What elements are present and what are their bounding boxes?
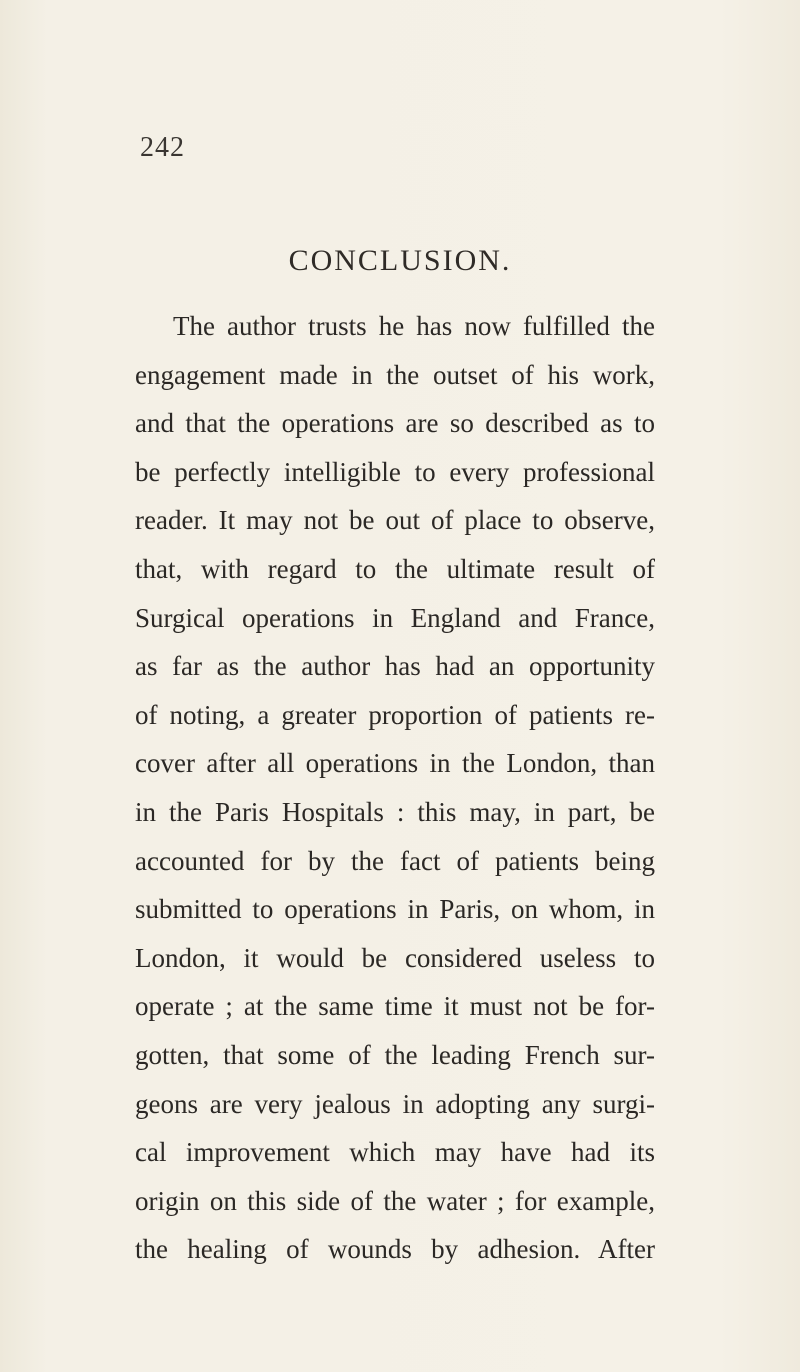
text-line: Surgical operations in England and France, xyxy=(135,602,655,633)
text-line: operate ; at the same time it must not be for- xyxy=(135,991,655,1022)
text-line: geons are very jealous in adopting any surgi- xyxy=(135,1088,655,1119)
text-line: gotten, that some of the leading French sur- xyxy=(135,1039,655,1070)
text-line: submitted to operations in Paris, on whom, in xyxy=(135,894,655,925)
text-line: origin on this side of the water ; for example, xyxy=(135,1185,655,1216)
text-line: and that the operations are so described as to xyxy=(135,408,655,439)
text-line: London, it would be considered useless to xyxy=(135,942,655,973)
text-line: accounted for by the fact of patients being xyxy=(135,845,655,876)
text-line: of noting, a greater proportion of patients re- xyxy=(135,699,655,730)
page-number: 242 xyxy=(140,132,185,163)
text-line: in the Paris Hospitals : this may, in part, be xyxy=(135,796,655,827)
text-line: that, with regard to the ultimate result of xyxy=(135,553,655,584)
text-line: as far as the author has had an opportunity xyxy=(135,651,655,682)
text-line: be perfectly intelligible to every professional xyxy=(135,456,655,487)
text-line: engagement made in the outset of his work, xyxy=(135,359,655,390)
text-line: The author trusts he has now fulfilled the xyxy=(173,311,655,341)
text-line: reader. It may not be out of place to observe, xyxy=(135,505,655,536)
body-paragraph xyxy=(135,302,655,1274)
text-line: cal improvement which may have had its xyxy=(135,1137,655,1168)
chapter-heading: CONCLUSION. xyxy=(288,244,512,277)
text-line: cover after all operations in the London, than xyxy=(135,748,655,779)
text-line: the healing of wounds by adhesion. After xyxy=(135,1234,655,1265)
